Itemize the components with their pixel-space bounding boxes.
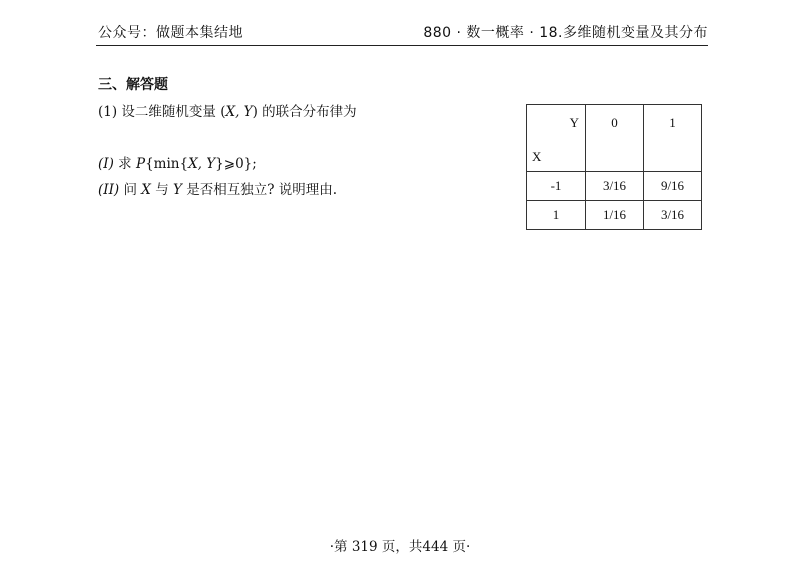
header-chapter-label: 880 · 数一概率 · 18.多维随机变量及其分布 [423, 25, 708, 41]
question-intro-vars: X, Y [225, 104, 253, 120]
question-intro-prefix: (1) 设二维随机变量 ( [98, 104, 226, 120]
question-part-1 [98, 152, 257, 172]
part2-text-b: 与 [150, 182, 174, 198]
table-cell: 9/16 [644, 172, 702, 201]
part1-brace-close: }⩾0}; [215, 156, 257, 172]
part2-text-a: 问 [119, 182, 142, 198]
corner-y-label: Y [569, 115, 579, 130]
part2-text-c: 是否相互独立? 说明理由. [181, 182, 338, 198]
table-cell: 1/16 [586, 201, 644, 230]
joint-distribution-table [526, 104, 702, 230]
question-intro [98, 100, 357, 120]
table-row [527, 201, 702, 230]
corner-x-label: X [532, 149, 542, 164]
part2-var-y: Y [173, 182, 182, 198]
table-cell: 3/16 [586, 172, 644, 201]
table-cell: 3/16 [644, 201, 702, 230]
header-divider [96, 45, 708, 46]
table-col-header: 0 [586, 105, 644, 172]
section-title: 三、解答题 [98, 77, 168, 93]
page-number-footer: ·第 319 页，共444 页· [329, 539, 471, 555]
part2-var-x: X [141, 182, 151, 198]
part1-label: (I) [98, 156, 114, 172]
table-corner-cell [527, 105, 586, 172]
question-part-2 [98, 178, 337, 198]
table-row [527, 172, 702, 201]
part2-label: (II) [98, 182, 120, 198]
table-row-label: 1 [527, 201, 586, 230]
part1-brace-open: {min{ [145, 156, 189, 172]
part1-text: 求 [113, 156, 136, 172]
question-intro-suffix: ) 的联合分布律为 [252, 104, 357, 120]
header-source-label: 公众号：做题本集结地 [98, 25, 243, 41]
part1-prob-symbol: P [135, 156, 146, 172]
part1-vars: X, Y [188, 156, 216, 172]
table-header-row [527, 105, 702, 172]
table-row-label: -1 [527, 172, 586, 201]
table-col-header: 1 [644, 105, 702, 172]
